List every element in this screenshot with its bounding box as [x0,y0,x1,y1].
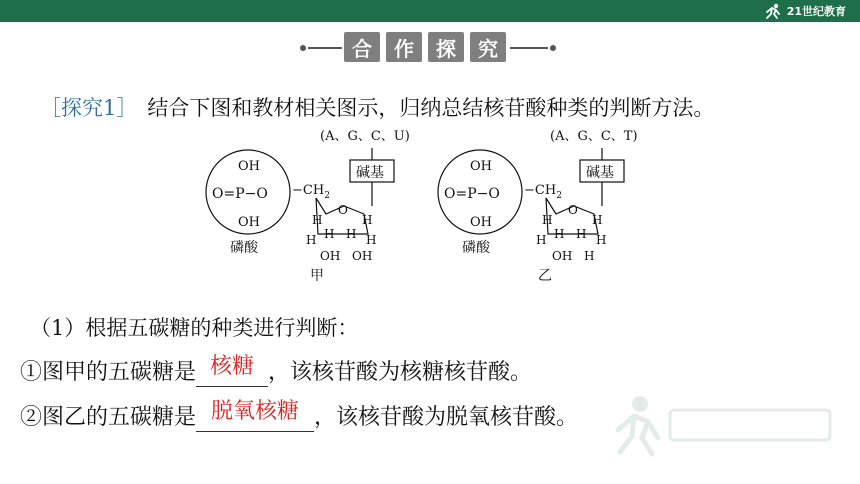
nucleotide-left [206,129,410,284]
h-mid1-right: H [554,227,565,241]
phosphate-row-left: O=P−O [212,186,268,202]
question-2 [20,355,532,387]
h-left-bottom-left: H [306,233,317,247]
question-2-suffix: ，该核苷酸为核糖核苷酸。 [268,360,533,385]
h-mid2-right: H [576,227,587,241]
ring-o-left: O [338,203,348,217]
top-bar [0,0,860,22]
oh-top-right: OH [470,159,492,174]
watermark-logo [610,380,840,460]
h-right-top-right: H [592,213,603,227]
phosphate-label-left: 磷酸 [230,240,258,256]
banner-char-4: 究 [470,32,506,62]
question-3-prefix: ②图乙的五碳糖是 [20,405,197,430]
ch2-left: $-CH_2$ [292,183,330,201]
h-bottom2-right: H [584,249,595,263]
logo-text: 21世纪教育 [786,5,846,18]
phosphate-label-right: 磷酸 [462,240,490,256]
ch2-right: $-CH_2$ [524,183,562,201]
ring-o-right: O [568,203,578,217]
banner-char-2: 作 [386,32,422,62]
task-prompt [40,92,714,122]
nucleotide-name-left: 甲 [310,268,324,284]
h-right-top-left: H [362,213,373,227]
oh-bottom1-left: OH [320,249,341,263]
question-1: （1）根据五碳糖的种类进行判断： [30,316,359,340]
section-banner [300,32,560,64]
question-3-suffix: ，该核苷酸为脱氧核苷酸。 [314,405,579,430]
site-logo [763,1,846,21]
base-box-label-right: 碱基 [586,165,614,181]
nucleotide-name-right: 乙 [538,268,552,284]
answer-ribose: 核糖 [210,354,255,379]
nucleotide-diagram [200,122,660,292]
answer-blank-ribose [196,355,268,387]
h-right-bottom-left: H [366,233,377,247]
answer-blank-deoxyribose [196,400,314,432]
h-left-top-left: H [312,213,323,227]
h-left-top-right: H [542,213,553,227]
base-box-label-left: 碱基 [356,165,384,181]
answer-deoxyribose: 脱氧核糖 [211,399,300,424]
question-3 [20,400,578,432]
oh-bottom-right: OH [470,215,492,230]
h-mid1-left: H [324,227,335,241]
oh-bottom-left: OH [238,215,260,230]
banner-char-3: 探 [428,32,464,62]
h-right-bottom-right: H [596,233,607,247]
oh-bottom2-left: OH [352,249,373,263]
bases-right: (A、G、C、T) [550,129,638,144]
oh-bottom1-right: OH [552,249,573,263]
bases-left: (A、G、C、U) [320,129,410,144]
oh-top-left: OH [238,159,260,174]
nucleotide-right [438,129,638,284]
banner-char-1: 合 [344,32,380,62]
phosphate-row-right: O=P−O [444,186,500,202]
runner-icon [763,3,783,19]
h-left-bottom-right: H [536,233,547,247]
task-tag: ［探究1］ [40,96,138,120]
task-text: 结合下图和教材相关图示，归纳总结核苷酸种类的判断方法。 [147,96,715,120]
h-mid2-left: H [346,227,357,241]
question-2-prefix: ①图甲的五碳糖是 [20,360,197,385]
